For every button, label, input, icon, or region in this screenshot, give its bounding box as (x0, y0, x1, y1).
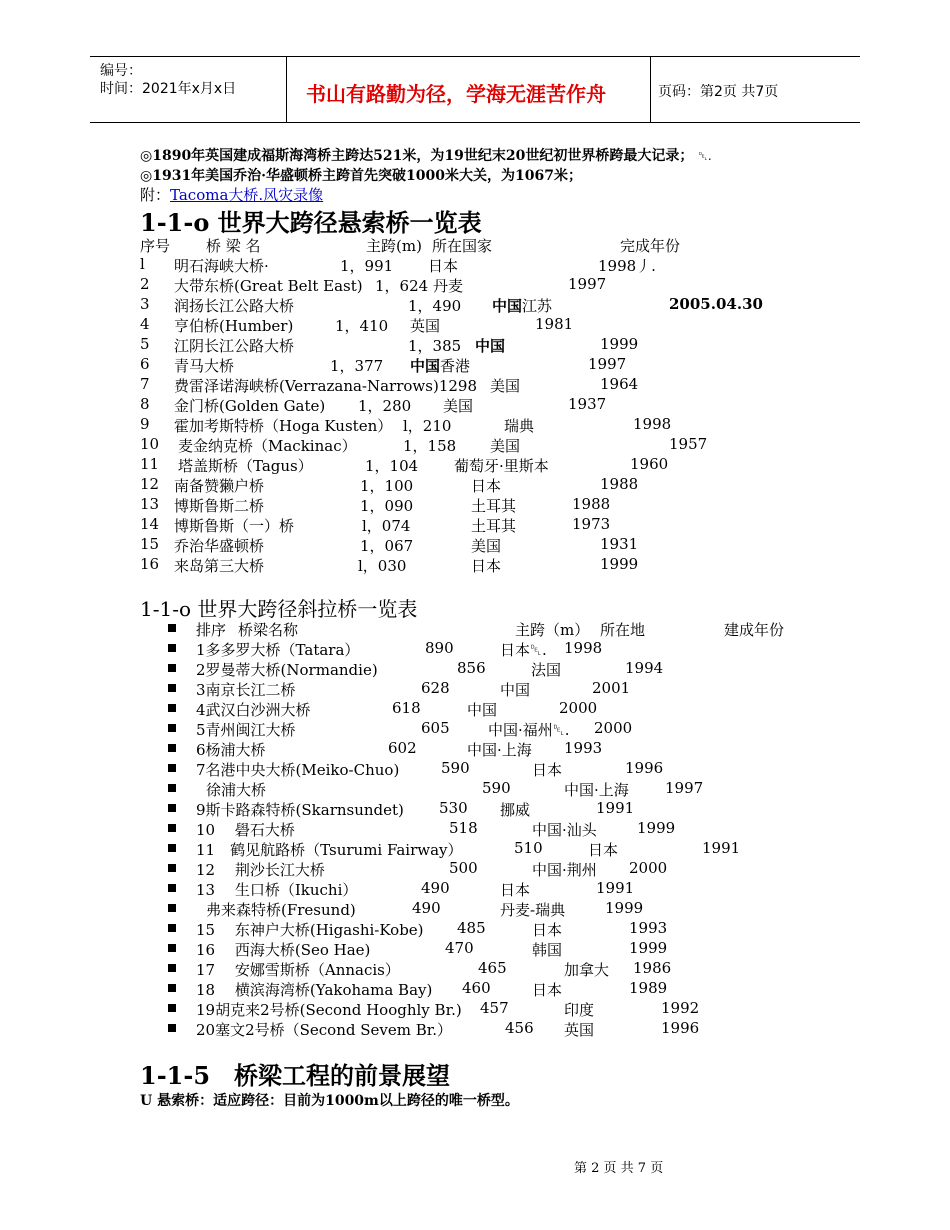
bridge-name: 塔盖斯桥（Tagus） (178, 457, 313, 475)
bridge-name: 博斯鲁斯（一）桥 (174, 517, 295, 535)
completion-year: 2005.04.30 (669, 295, 763, 313)
bullet-icon (168, 964, 176, 972)
bridge-name: 4武汉白沙洲大桥 (196, 701, 311, 719)
bullet-icon (168, 624, 176, 632)
location: 中国·上海 (564, 781, 629, 799)
country: 丹麦 (433, 277, 464, 295)
bullet-icon (168, 984, 176, 992)
header-bottom-rule (90, 122, 860, 123)
row-number: l (140, 255, 145, 273)
main-span: 456 (505, 1019, 534, 1037)
bridge-name: 18 横滨海湾桥(Yakohama Bay) (196, 981, 433, 999)
bridge-name: 博斯鲁斯二桥 (174, 497, 265, 515)
bullet-icon (168, 664, 176, 672)
completion-year: 1991 (596, 799, 635, 817)
bridge-name: 19胡克来2号桥(Second Hooghly Br.) (196, 1001, 462, 1019)
main-span: 1，624 (375, 277, 429, 295)
completion-year: 1991 (596, 879, 635, 897)
location: 中国·福州␡. (488, 721, 570, 739)
completion-year: 1981 (535, 315, 574, 333)
bridge-name: 亨伯桥(Humber) (174, 317, 294, 335)
country: 日本 (471, 477, 502, 495)
col-year: 建成年份 (724, 621, 785, 639)
location: 中国·汕头 (532, 821, 597, 839)
bridge-name: 1多多罗大桥（Tatara） (196, 641, 360, 659)
bridge-name: 10 礐石大桥 (196, 821, 295, 839)
completion-year: 1988 (600, 475, 639, 493)
completion-year: 1960 (630, 455, 669, 473)
completion-year: 1964 (600, 375, 639, 393)
country: 美国 (443, 397, 474, 415)
main-span: 1，490 (408, 297, 462, 315)
bridge-name: 3南京长江二桥 (196, 681, 296, 699)
main-span: 1，100 (360, 477, 414, 495)
bridge-name: 20塞文2号桥（Second Sevem Br.） (196, 1021, 453, 1039)
location: 中国·荆州 (532, 861, 597, 879)
main-span: 460 (462, 979, 491, 997)
country: 土耳其 (471, 517, 517, 535)
completion-year: 1999 (629, 939, 668, 957)
country: 中国 (475, 337, 506, 355)
suspension-table-title: 1-1-o 世界大跨径悬索桥一览表 (140, 208, 482, 237)
main-span: 1，104 (365, 457, 419, 475)
main-span: 470 (445, 939, 474, 957)
bridge-name: 弗来森特桥(Fresund) (206, 901, 356, 919)
bullet-icon (168, 644, 176, 652)
bridge-name: 11 鹤见航路桥（Tsurumi Fairway） (196, 841, 463, 859)
country: 美国 (471, 537, 502, 555)
bullet-icon (168, 804, 176, 812)
completion-year: 1998丿. (598, 257, 656, 275)
col-name: 桥梁名称 (238, 621, 299, 639)
page-footer: 第 2 页 共 7 页 (574, 1161, 664, 1176)
main-span: 590 (441, 759, 470, 777)
bridge-name: 金门桥(Golden Gate) (174, 397, 326, 415)
header-top-rule (90, 56, 860, 57)
country: 英国 (410, 317, 441, 335)
bridge-name: 大带东桥(Great Belt East) (174, 277, 363, 295)
cable-table-title: 1-1-o 世界大跨径斜拉桥一览表 (140, 597, 418, 621)
main-span: 485 (457, 919, 486, 937)
main-span: 618 (392, 699, 421, 717)
bridge-name: 9斯卡路森特桥(Skarnsundet) (196, 801, 404, 819)
main-span: 490 (421, 879, 450, 897)
completion-year: 1992 (661, 999, 700, 1017)
doc-number-label: 编号： (100, 63, 142, 79)
bridge-name: 7名港中央大桥(Meiko-Chuo) (196, 761, 400, 779)
completion-year: 1957 (669, 435, 708, 453)
bullet-icon (168, 924, 176, 932)
intro-line-2: ◎1931年美国乔治·华盛顿桥主跨首先突破1000米大关，为1067米； (140, 168, 582, 184)
completion-year: 1931 (600, 535, 639, 553)
completion-year: 1999 (600, 555, 639, 573)
bullet-icon (168, 784, 176, 792)
row-number: 10 (140, 435, 160, 453)
bridge-name: 来岛第三大桥 (174, 557, 265, 575)
main-span: 530 (439, 799, 468, 817)
outlook-title: 1-1-5 桥梁工程的前景展望 (140, 1061, 451, 1090)
row-number: 2 (140, 275, 150, 293)
main-span: 500 (449, 859, 478, 877)
country: 美国 (490, 377, 521, 395)
col-span: 主跨（m） (515, 621, 590, 639)
bridge-name: 徐浦大桥 (206, 781, 267, 799)
bullet-icon (168, 724, 176, 732)
location: 中国·上海 (467, 741, 532, 759)
location: 印度 (564, 1001, 595, 1019)
main-span: 490 (412, 899, 441, 917)
completion-year: 1988 (572, 495, 611, 513)
bridge-name: 明石海峡大桥· (174, 257, 269, 275)
completion-year: 1986 (633, 959, 672, 977)
completion-year: 1998 (564, 639, 603, 657)
location: 日本 (532, 921, 563, 939)
location: 加拿大 (564, 961, 610, 979)
col-rank: 排序 (196, 621, 227, 639)
location: 日本 (588, 841, 619, 859)
main-span: 890 (425, 639, 454, 657)
main-span: 457 (480, 999, 509, 1017)
completion-year: 1999 (600, 335, 639, 353)
bullet-icon (168, 864, 176, 872)
main-span: 605 (421, 719, 450, 737)
completion-year: 1994 (625, 659, 664, 677)
main-span: 1，090 (360, 497, 414, 515)
header-divider (650, 57, 651, 122)
main-span: 465 (478, 959, 507, 977)
main-span: 856 (457, 659, 486, 677)
col-no: 序号 (140, 237, 171, 255)
location: 中国 (500, 681, 531, 699)
row-number: 13 (140, 495, 160, 513)
location: 法国 (531, 661, 562, 679)
completion-year: 2000 (594, 719, 633, 737)
bullet-icon (168, 1004, 176, 1012)
bridge-name: 13 生口桥（Ikuchi） (196, 881, 358, 899)
completion-year: 1999 (605, 899, 644, 917)
bridge-name: 麦金纳克桥（Mackinac） (178, 437, 357, 455)
bullet-icon (168, 1024, 176, 1032)
bridge-name: 5青州闽江大桥 (196, 721, 296, 739)
completion-year: 1997 (568, 275, 607, 293)
main-span: l，030 (358, 557, 407, 575)
row-number: 11 (140, 455, 160, 473)
tacoma-video-link[interactable]: Tacoma大桥.风灾录像 (170, 186, 324, 204)
main-span: 518 (449, 819, 478, 837)
main-span: 1，067 (360, 537, 414, 555)
completion-year: 2001 (592, 679, 631, 697)
main-span: l，074 (362, 517, 411, 535)
completion-year: 1999 (637, 819, 676, 837)
country: 中国香港 (410, 357, 471, 375)
bullet-icon (168, 944, 176, 952)
completion-year: 1991 (702, 839, 741, 857)
bridge-name: 润扬长江公路大桥 (174, 297, 295, 315)
main-span: 510 (514, 839, 543, 857)
header-motto: 书山有路勤为径，学海无涯苦作舟 (306, 82, 606, 106)
main-span: 602 (388, 739, 417, 757)
completion-year: 1998 (633, 415, 672, 433)
row-number: 3 (140, 295, 150, 313)
completion-year: 1997 (665, 779, 704, 797)
bridge-name: 2罗曼蒂大桥(Normandie) (196, 661, 378, 679)
bridge-name: 费雷泽诺海峡桥(Verrazana-Narrows)1298 (174, 377, 477, 395)
location: 英国 (564, 1021, 595, 1039)
location: 挪威 (500, 801, 531, 819)
location: 中国 (467, 701, 498, 719)
main-span: 1，991 (340, 257, 394, 275)
row-number: 14 (140, 515, 160, 533)
bullet-icon (168, 704, 176, 712)
row-number: 16 (140, 555, 160, 573)
location: 丹麦-瑞典 (500, 901, 566, 919)
location: 日本 (532, 981, 563, 999)
row-number: 15 (140, 535, 160, 553)
bullet-icon (168, 764, 176, 772)
bullet-icon (168, 844, 176, 852)
main-span: l，210 (403, 417, 452, 435)
completion-year: 1989 (629, 979, 668, 997)
page-number-label: 页码：第2页 共7页 (658, 84, 779, 100)
row-number: 6 (140, 355, 150, 373)
row-number: 7 (140, 375, 150, 393)
col-name: 桥 梁 名 (206, 237, 261, 255)
country: 瑞典 (504, 417, 535, 435)
row-number: 5 (140, 335, 150, 353)
col-span: 主跨(m) (366, 237, 422, 255)
main-span: 1，158 (403, 437, 457, 455)
bullet-icon (168, 684, 176, 692)
col-country: 所在国家 (432, 237, 493, 255)
bridge-name: 16 西海大桥(Seo Hae) (196, 941, 371, 959)
completion-year: 2000 (629, 859, 668, 877)
main-span: 1，410 (335, 317, 389, 335)
main-span: 1，377 (330, 357, 384, 375)
completion-year: 1996 (661, 1019, 700, 1037)
bullet-icon (168, 884, 176, 892)
attachment-line: 附：Tacoma大桥.风灾录像 (140, 186, 324, 204)
bridge-name: 15 东神户大桥(Higashi-Kobe) (196, 921, 424, 939)
location: 韩国 (532, 941, 563, 959)
col-year: 完成年份 (620, 237, 681, 255)
country: 美国 (490, 437, 521, 455)
bridge-name: 南备赞獭户桥 (174, 477, 265, 495)
row-number: 12 (140, 475, 160, 493)
bridge-name: 江阴长江公路大桥 (174, 337, 295, 355)
completion-year: 1996 (625, 759, 664, 777)
country: 日本 (428, 257, 459, 275)
row-number: 9 (140, 415, 150, 433)
country: 土耳其 (471, 497, 517, 515)
country: 日本 (471, 557, 502, 575)
header-divider (286, 57, 287, 122)
bullet-icon (168, 744, 176, 752)
bridge-name: 6杨浦大桥 (196, 741, 266, 759)
completion-year: 2000 (559, 699, 598, 717)
completion-year: 1993 (564, 739, 603, 757)
bullet-icon (168, 824, 176, 832)
outlook-line: U 悬索桥：适应跨径：目前为1000m以上跨径的唯一桥型。 (140, 1093, 519, 1109)
row-number: 8 (140, 395, 150, 413)
completion-year: 1973 (572, 515, 611, 533)
completion-year: 1937 (568, 395, 607, 413)
country: 中国江苏 (492, 297, 553, 315)
country: 葡萄牙·里斯本 (454, 457, 549, 475)
bridge-name: 乔治华盛顿桥 (174, 537, 265, 555)
bridge-name: 12 荆沙长江大桥 (196, 861, 325, 879)
col-place: 所在地 (600, 621, 646, 639)
completion-year: 1993 (629, 919, 668, 937)
main-span: 628 (421, 679, 450, 697)
doc-time-label: 时间：2021年x月x日 (100, 81, 237, 97)
location: 日本 (532, 761, 563, 779)
location: 日本␡. (500, 641, 547, 659)
main-span: 1，280 (358, 397, 412, 415)
bridge-name: 17 安娜雪斯桥（Annacis） (196, 961, 400, 979)
bullet-icon (168, 904, 176, 912)
main-span: 1，385 (408, 337, 462, 355)
bridge-name: 霍加考斯特桥（Hoga Kusten） (174, 417, 393, 435)
intro-line-1: ◎1890年英国建成福斯海湾桥主跨达521米，为19世纪末20世纪初世界桥跨最大记录； ␡. (140, 148, 712, 164)
bridge-name: 青马大桥 (174, 357, 235, 375)
main-span: 590 (482, 779, 511, 797)
location: 日本 (500, 881, 531, 899)
completion-year: 1997 (588, 355, 627, 373)
row-number: 4 (140, 315, 150, 333)
